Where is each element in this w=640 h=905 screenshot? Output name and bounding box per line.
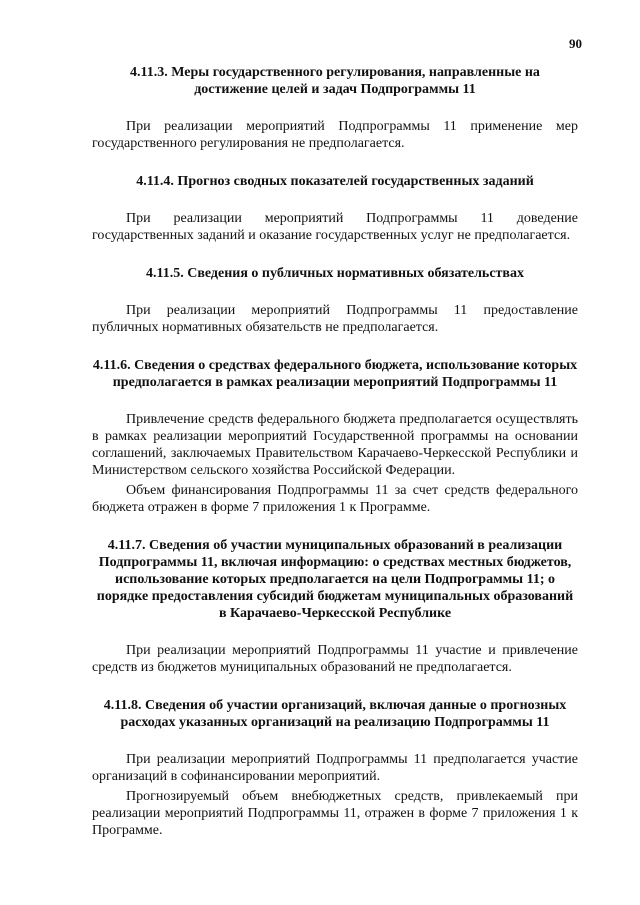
section-heading: 4.11.4. Прогноз сводных показателей государственных заданий xyxy=(136,174,534,189)
section-4-11-4 xyxy=(92,173,578,244)
paragraph: При реализации мероприятий Подпрограммы 11 участие и привлечение средств из бюджетов муниципальных образований не предполагается. xyxy=(92,643,578,675)
section-4-11-8 xyxy=(92,697,578,839)
paragraph: Объем финансирования Подпрограммы 11 за счет средств федерального бюджета отражен в форме 7 приложения 1 к Программе. xyxy=(92,483,578,515)
section-heading: 4.11.3. Меры государственного регулирования, направленные на достижение целей и задач Подпрограммы 11 xyxy=(130,65,540,97)
section-heading: 4.11.6. Сведения о средствах федерального бюджета, использование которых предполагается в рамках реализации мероприятий Подпрограммы 11 xyxy=(92,358,578,390)
section-heading: 4.11.7. Сведения об участии муниципальных образований в реализации Подпрограммы 11, включая информацию: о средствах местных бюджетов, использование которых предполагается на цели Подпрограммы 11; о порядке предоставления субсидий бюджетам муниципальных образований в Карачаево-Черкесской Республике xyxy=(96,538,574,621)
document-body xyxy=(92,64,578,839)
paragraph: При реализации мероприятий Подпрограммы 11 предполагается участие организаций в софинансировании мероприятий. xyxy=(92,752,578,784)
paragraph: Привлечение средств федерального бюджета предполагается осуществлять в рамках реализации мероприятий Государственной программы на основании соглашений, заключаемых Правительством Карачаево-Черкесской Республики и Министерством сельского хозяйства Российской Федерации. xyxy=(92,412,578,478)
paragraph: При реализации мероприятий Подпрограммы 11 доведение государственных заданий и оказание государственных услуг не предполагается. xyxy=(92,211,578,243)
section-4-11-5 xyxy=(92,265,578,336)
page-number: 90 xyxy=(569,36,582,51)
paragraph: Прогнозируемый объем внебюджетных средств, привлекаемый при реализации мероприятий Подпрограммы 11, отражен в форме 7 приложения 1 к Программе. xyxy=(92,789,578,838)
section-heading: 4.11.8. Сведения об участии организаций, включая данные о прогнозных расходах указанных организаций на реализацию Подпрограммы 11 xyxy=(103,698,567,730)
section-4-11-3 xyxy=(92,64,578,152)
section-4-11-7 xyxy=(92,537,578,676)
section-4-11-6 xyxy=(92,357,578,516)
paragraph: При реализации мероприятий Подпрограммы 11 предоставление публичных нормативных обязательств не предполагается. xyxy=(92,303,578,335)
section-heading: 4.11.5. Сведения о публичных нормативных обязательствах xyxy=(146,266,524,281)
paragraph: При реализации мероприятий Подпрограммы 11 применение мер государственного регулирования не предполагается. xyxy=(92,119,578,151)
